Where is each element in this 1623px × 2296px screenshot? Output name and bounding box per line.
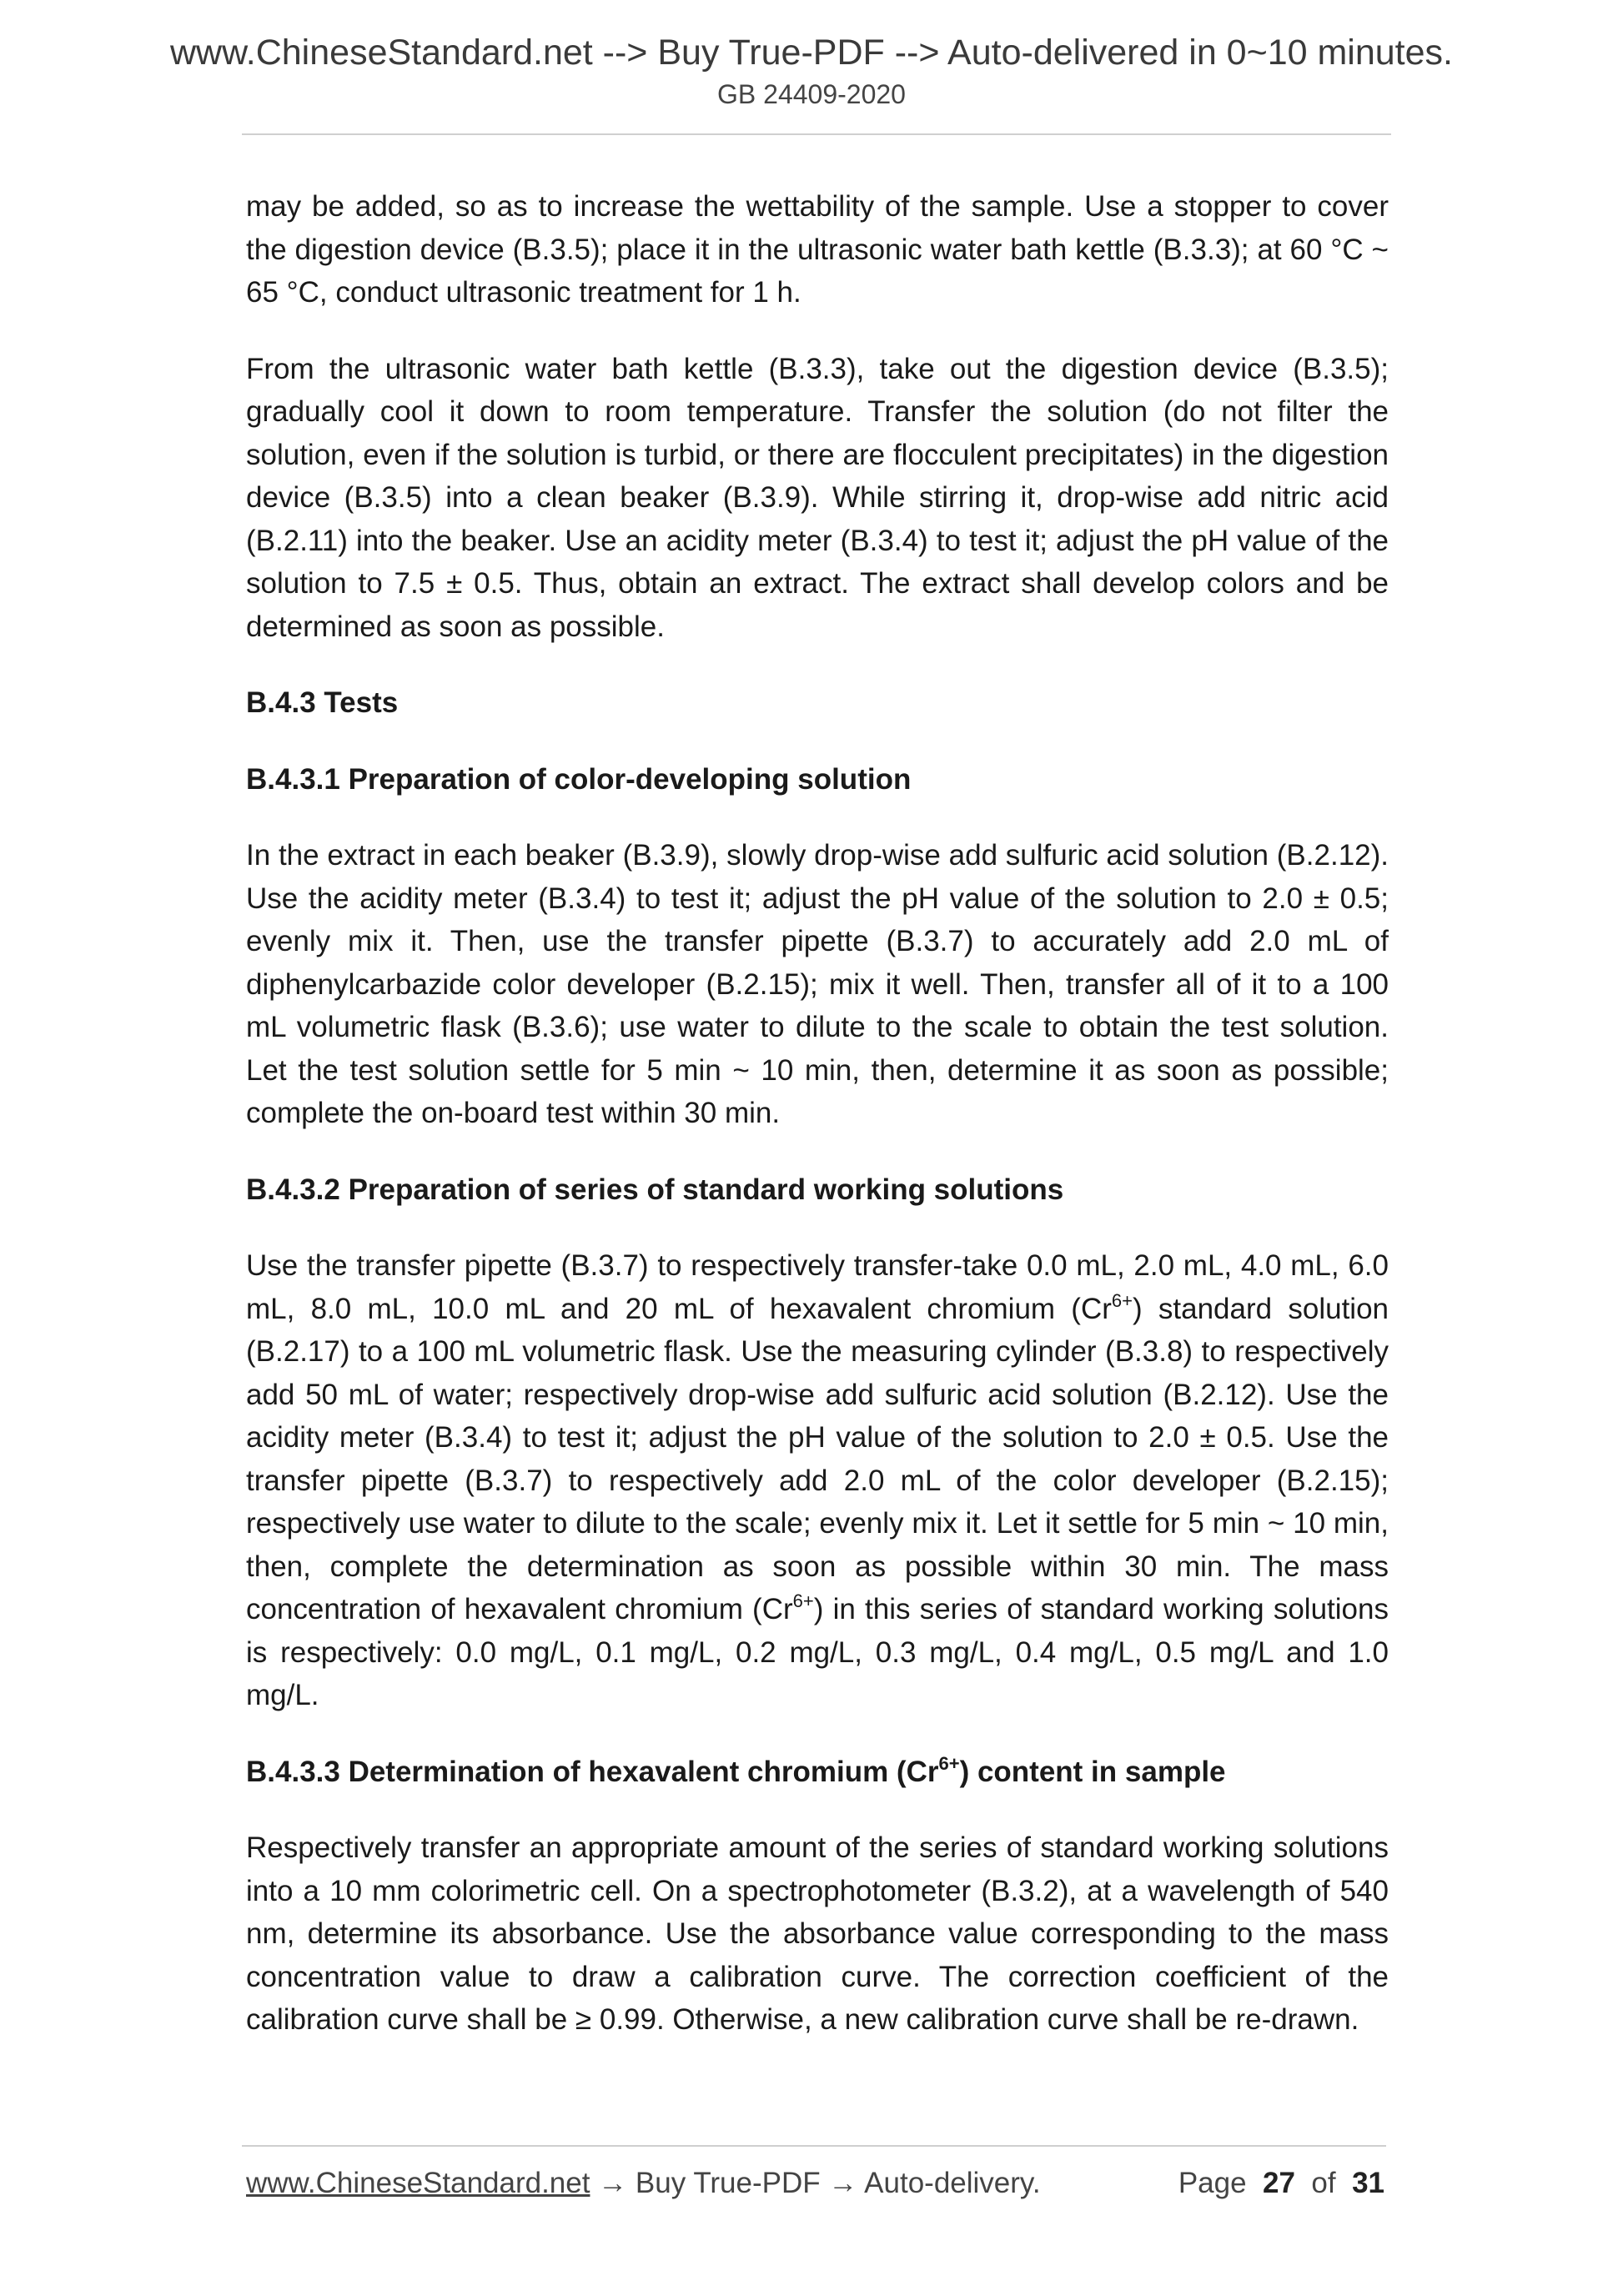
superscript: 6+ [938,1752,960,1774]
footer-divider [242,2145,1386,2147]
text-segment: Use the transfer pipette (B.3.7) to respectively transfer-take 0.0 mL, 2.0 mL, 4.0 mL, 6.0 mL, 8.0 mL, 10.0 mL and 20 mL of hexavalent chromium (Cr [246,1249,1389,1325]
heading-b432: B.4.3.2 Preparation of series of standard working solutions [246,1173,1064,1206]
footer-site-link[interactable]: www.ChineseStandard.net [246,2167,590,2199]
heading-b43: B.4.3 Tests [246,686,399,719]
document-number: GB 24409-2020 [717,79,906,109]
paragraph-determination: Respectively transfer an appropriate amount of the series of standard working solutions into a 10 mm colorimetric cell. On a spectrophotometer (B.3.2), at a wavelength of 540 nm, determine its absorbance. Use the absorbance value corresponding to the mass concentration value to draw a calibration curve. The correction coefficient of the calibration curve shall be ≥ 0.99. Otherwise, a new calibration curve shall be re-drawn. [246,1831,1389,2036]
footer-tagline: → Buy True-PDF → Auto-delivery. [590,2167,1041,2199]
page-current: 27 [1263,2167,1295,2199]
heading-b431: B.4.3.1 Preparation of color-developing solution [246,762,912,796]
header-divider [242,133,1391,135]
page-of-label: of [1311,2167,1336,2199]
paragraph-color-developing: In the extract in each beaker (B.3.9), slowly drop-wise add sulfuric acid solution (B.2.12). Use the acidity meter (B.3.4) to test it; adjust the pH value of the solution to 2.0 ± 0.5; evenly mix it. Then, use the transfer pipette (B.3.7) to accurately add 2.0 mL of diphenylcarbazide color developer (B.2.15); mix it well. Then, transfer all of it to a 100 mL volumetric flask (B.3.6); use water to dilute to the scale to obtain the test solution. Let the test solution settle for 5 min ~ 10 min, then, determine it as soon as possible; complete the on-board test within 30 min. [246,839,1389,1129]
superscript: 6+ [1111,1289,1133,1311]
footer-left [246,2167,1041,2200]
paragraph-standard-solutions [246,1244,1389,1717]
page-content [246,185,1389,2075]
page-label: Page [1178,2167,1247,2199]
heading-b433 [246,1751,1389,1794]
paragraph-continuation: may be added, so as to increase the wettability of the sample. Use a stopper to cover the digestion device (B.3.5); place it in the ultrasonic water bath kettle (B.3.3); at 60 °C ~ 65 °C, conduct ultrasonic treatment for 1 h. [246,190,1389,309]
paragraph-extract: From the ultrasonic water bath kettle (B.3.3), take out the digestion device (B.3.5); gradually cool it down to room temperature. Transfer the solution (do not filter the solution, even if the solution is turbid, or there are flocculent precipitates) in the digestion device (B.3.5) into a clean beaker (B.3.9). While stirring it, drop-wise add nitric acid (B.2.11) into the beaker. Use an acidity meter (B.3.4) to test it; adjust the pH value of the solution to 7.5 ± 0.5. Thus, obtain an extract. The extract shall develop colors and be determined as soon as possible. [246,352,1389,643]
page-indicator [1178,2167,1384,2200]
superscript: 6+ [792,1590,814,1611]
text-segment: ) standard solution (B.2.17) to a 100 mL volumetric flask. Use the measuring cylinder (B.3.8) to respectively add 50 mL of water; respectively drop-wise add sulfuric acid solution (B.2.12). Use the acidity meter (B.3.4) to test it; adjust the pH value of the solution to 2.0 ± 0.5. Use the transfer pipette (B.3.7) to respectively add 2.0 mL of the color developer (B.2.15); respectively use water to dilute to the scale; evenly mix it. Let it settle for 5 min ~ 10 min, then, complete the determination as soon as possible within 30 min. The mass concentration of hexavalent chromium (Cr [246,1292,1389,1625]
text-segment: ) in this series of standard working solutions is respectively: 0.0 mg/L, 0.1 mg/L, 0.2 mg/L, 0.3 mg/L, 0.4 mg/L, 0.5 mg/L and 1.0 mg/L. [246,1593,1389,1711]
page-total: 31 [1352,2167,1384,2199]
text-segment: B.4.3.3 Determination of hexavalent chromium (Cr [246,1755,939,1788]
text-segment: ) content in sample [959,1755,1226,1788]
site-banner: www.ChineseStandard.net --> Buy True-PDF --> Auto-delivered in 0~10 minutes. [169,33,1453,73]
